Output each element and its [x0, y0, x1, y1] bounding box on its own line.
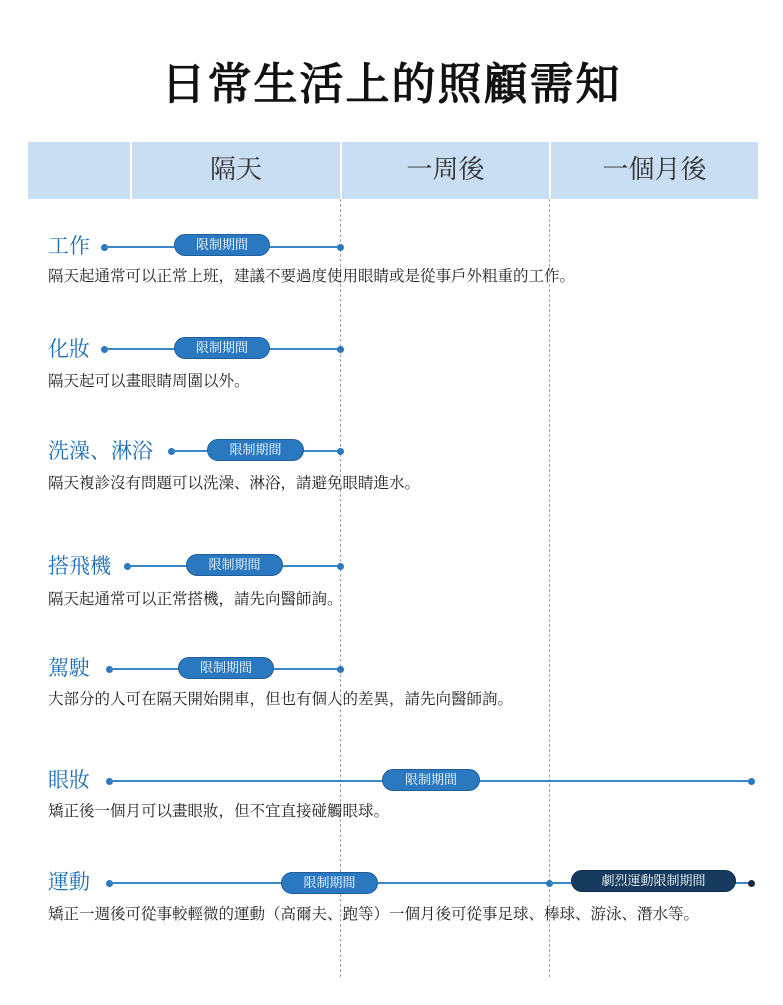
- column-one-week: 一周後: [406, 155, 485, 185]
- column-one-month: 一個月後: [602, 155, 707, 185]
- timeline-end-dot: [337, 666, 344, 673]
- item-description-driving: 大部分的人可在隔天開始開車，但也有個人的差異，請先向醫師詢。: [48, 690, 514, 708]
- item-description-work: 隔天起通常可以正常上班，建議不要過度使用眼睛或是從事戶外粗重的工作。: [48, 267, 576, 285]
- restriction-pill: 限制期間: [186, 554, 283, 576]
- item-label-work: 工作: [48, 234, 90, 258]
- strenuous-restriction-pill: 劇烈運動限制期間: [571, 870, 736, 892]
- item-description-flight: 隔天起通常可以正常搭機，請先向醫師詢。: [48, 590, 343, 608]
- item-label-driving: 駕駛: [48, 656, 90, 680]
- item-label-makeup: 化妝: [48, 337, 90, 361]
- item-description-eye-makeup: 矯正後一個月可以畫眼妝，但不宜直接碰觸眼球。: [48, 802, 390, 820]
- restriction-pill: 限制期間: [207, 439, 304, 461]
- item-label-flight: 搭飛機: [48, 554, 111, 578]
- restriction-pill: 限制期間: [382, 769, 480, 791]
- restriction-pill: 限制期間: [281, 872, 378, 894]
- timeline-end-dot: [748, 778, 755, 785]
- item-label-eye-makeup: 眼妝: [48, 768, 90, 792]
- timeline-end-dot: [337, 346, 344, 353]
- restriction-pill: 限制期間: [174, 337, 270, 359]
- item-description-exercise: 矯正一週後可從事較輕微的運動（高爾夫、跑等）一個月後可從事足球、棒球、游泳、潛水等。: [48, 905, 700, 923]
- one-month-guide-line: [549, 199, 550, 977]
- restriction-pill: 限制期間: [178, 657, 274, 679]
- timeline-end-dot: [748, 880, 755, 887]
- timeline-end-dot: [337, 244, 344, 251]
- restriction-pill: 限制期間: [174, 234, 270, 256]
- item-label-bath: 洗澡、淋浴: [48, 439, 153, 463]
- page-title: 日常生活上的照顧需知: [161, 59, 622, 110]
- column-next-day: 隔天: [209, 155, 262, 185]
- timeline-end-dot: [337, 448, 344, 455]
- item-label-exercise: 運動: [48, 870, 90, 894]
- timeline-end-dot: [337, 563, 344, 570]
- item-description-bath: 隔天複診沒有問題可以洗澡、淋浴，請避免眼睛進水。: [48, 474, 421, 492]
- item-description-makeup: 隔天起可以畫眼睛周圍以外。: [48, 372, 250, 390]
